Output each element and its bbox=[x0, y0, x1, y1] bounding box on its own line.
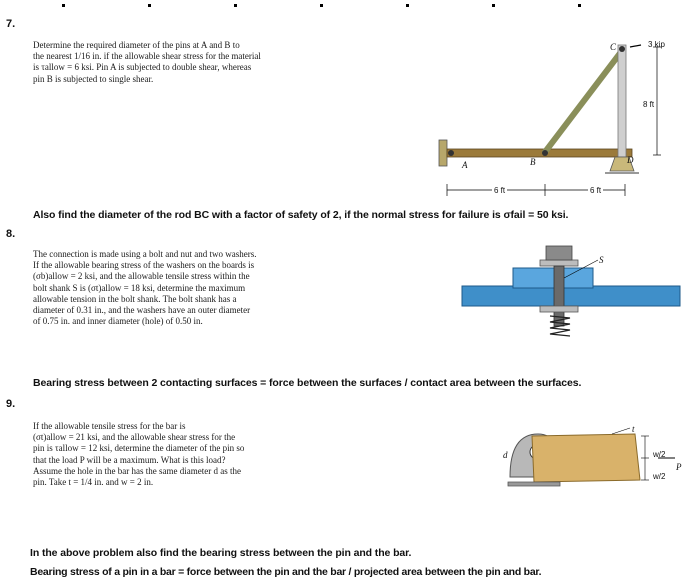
label-c: C bbox=[610, 42, 617, 52]
problem-9-text: If the allowable tensile stress for the bar is (σt)allow = 21 ksi, and the allowable shear stress for the pin is τallow = 12 ksi, determine the diameter of the pin so that the load P will be a maximum. What is this load? Assume the hole in the bar has the same diameter d as the pin. Take t = 1/4 in. and w = 2 in. bbox=[33, 421, 245, 488]
washer-bottom bbox=[540, 306, 578, 312]
span-right-label: 6 ft bbox=[590, 186, 602, 195]
label-w-bottom: w/2 bbox=[653, 472, 666, 481]
bar bbox=[532, 434, 640, 482]
problem-7-number: 7. bbox=[6, 18, 16, 30]
problem-8-number: 8. bbox=[6, 228, 16, 240]
board-lower bbox=[462, 286, 680, 306]
problem-8-figure bbox=[458, 238, 683, 363]
rod-bc bbox=[545, 52, 621, 152]
label-w-top: w/2 bbox=[653, 450, 666, 459]
problem-7-note: Also find the diameter of the rod BC with a factor of safety of 2, if the normal stress for failure is σfail = 50 ksi. bbox=[33, 209, 569, 221]
label-a: A bbox=[462, 160, 468, 170]
post-cd bbox=[618, 45, 626, 157]
problem-8-text: The connection is made using a bolt and nut and two washers. If the allowable bearing stress of the washers on the boards is (σb)allow = 2 ksi, and the allowable tensile stress within the bolt shank S is (σt)allow = 18 ksi, determine the maximum allowable tension in the bolt shank. The bolt shank has a diameter of 0.31 in., and the washers have an outer diameter of 0.75 in. and inner diameter (hole) of 0.50 in. bbox=[33, 249, 257, 327]
pin-b bbox=[542, 150, 548, 156]
load-arrow bbox=[630, 45, 641, 47]
problem-7-figure bbox=[425, 35, 675, 210]
label-d-pin: d bbox=[503, 450, 508, 460]
top-scan-dots bbox=[62, 4, 642, 10]
pin-c bbox=[619, 46, 625, 52]
label-d: D bbox=[627, 155, 634, 165]
label-p: P bbox=[676, 462, 682, 472]
wall-support-a bbox=[439, 140, 447, 166]
label-b: B bbox=[530, 157, 536, 167]
bolt-head bbox=[546, 246, 572, 260]
problem-9-note-2: Bearing stress of a pin in a bar = force between the pin and the bar / projected area between the pin and bar. bbox=[30, 566, 542, 578]
beam-ad bbox=[447, 149, 632, 157]
span-left-label: 6 ft bbox=[494, 186, 506, 195]
pin-a bbox=[448, 150, 454, 156]
label-s: S bbox=[599, 255, 604, 265]
label-t: t bbox=[632, 424, 635, 434]
board-upper bbox=[513, 268, 593, 288]
problem-7-text: Determine the required diameter of the pins at A and B to the nearest 1/16 in. if the allowable shear stress for the material is τallow = 6 ksi. Pin A is subjected to double shear, whereas pin B is subjected to single shear. bbox=[33, 40, 261, 84]
load-label: 3 kip bbox=[648, 40, 665, 49]
problem-9-figure bbox=[500, 422, 685, 502]
problem-9-note-1: In the above problem also find the bearing stress between the pin and the bar. bbox=[30, 547, 412, 559]
problem-9-number: 9. bbox=[6, 398, 16, 410]
height-label: 8 ft bbox=[643, 100, 655, 109]
washer-top bbox=[540, 260, 578, 266]
problem-8-note: Bearing stress between 2 contacting surfaces = force between the surfaces / contact area between the surfaces. bbox=[33, 377, 582, 389]
